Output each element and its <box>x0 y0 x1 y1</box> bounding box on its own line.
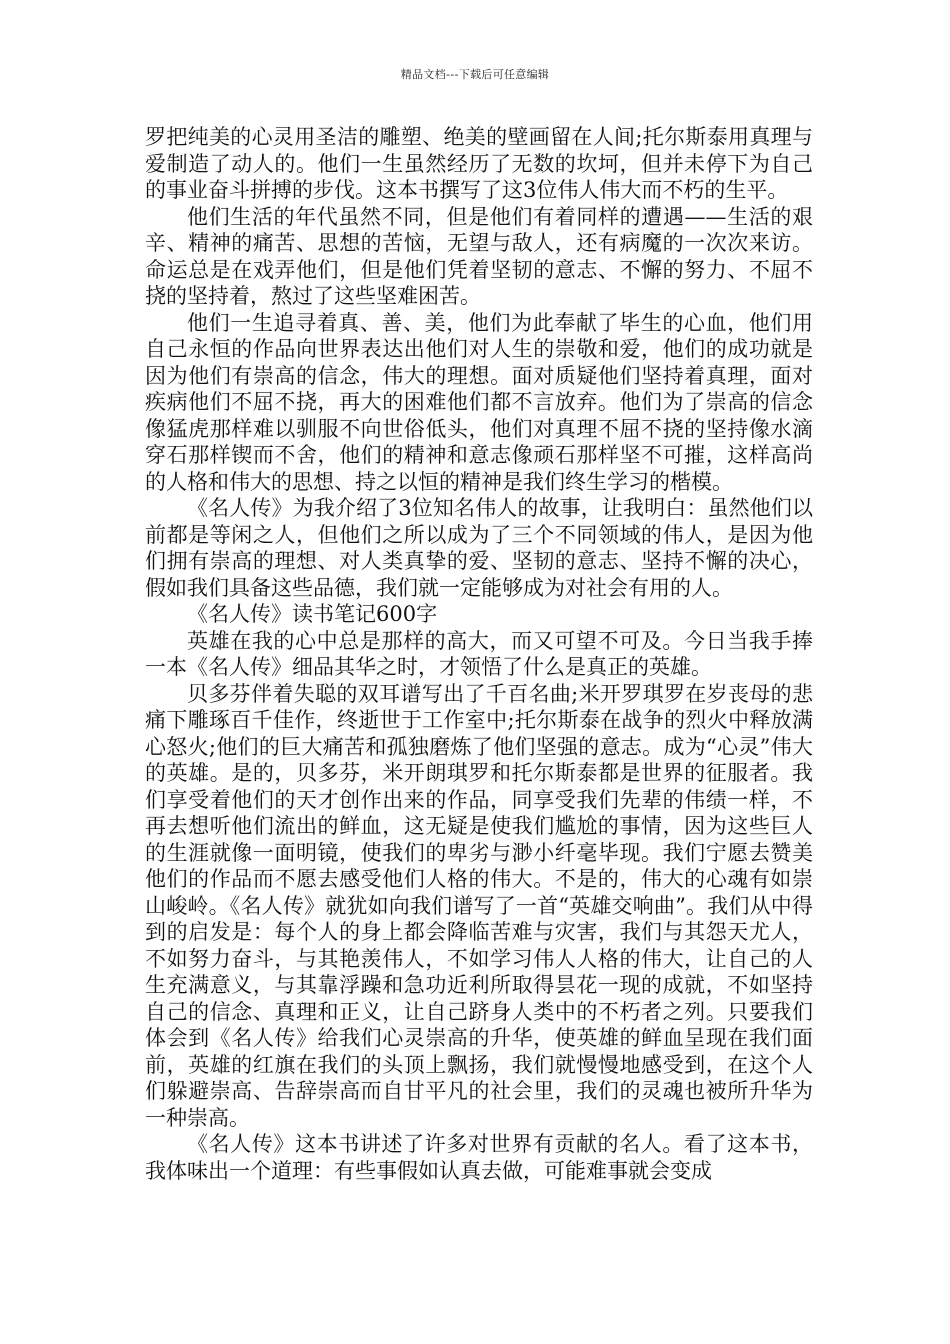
paragraph: 《名人传》为我介绍了3位知名伟人的故事，让我明白：虽然他们以前都是等闲之人，但他们之所以成为了三个不同领域的伟人，是因为他们拥有崇高的理想、对人类真挚的爱、坚韧的意志、坚持不懈的决心，假如我们具备这些品德，我们就一定能够成为对社会有用的人。 <box>145 496 813 600</box>
paragraph: 英雄在我的心中总是那样的高大，而又可望不可及。今日当我手捧一本《名人传》细品其华之时，才领悟了什么是真正的英雄。 <box>145 628 813 679</box>
paragraph: 他们生活的年代虽然不同，但是他们有着同样的遭遇——生活的艰辛、精神的痛苦、思想的苦恼，无望与敌人，还有病魔的一次次来访。命运总是在戏弄他们，但是他们凭着坚韧的意志、不懈的努力、不屈不挠的坚持着，熬过了这些坚难困苦。 <box>145 204 813 308</box>
page-header: 精品文档---下载后可任意编辑 <box>400 68 550 81</box>
section-heading: 《名人传》读书笔记600字 <box>187 602 438 626</box>
paragraph: 贝多芬伴着失聪的双耳谱写出了千百名曲;米开罗琪罗在岁丧母的悲痛下雕琢百千佳作，终逝世于工作室中;托尔斯泰在战争的烈火中释放满心怒火;他们的巨大痛苦和孤独磨炼了他们坚强的意志。成为“心灵”伟大的英雄。是的，贝多芬，米开朗琪罗和托尔斯泰都是世界的征服者。我们享受着他们的天才创作出来的作品，同享受我们先辈的伟绩一样，不再去想听他们流出的鲜血，这无疑是使我们尴尬的事情，因为这些巨人的生涯就像一面明镜，使我们的卑劣与渺小纤毫毕现。我们宁愿去赞美他们的作品而不愿去感受他们人格的伟大。不是的，伟大的心魂有如崇山峻岭。《名人传》就犹如向我们谱写了一首“英雄交响曲”。我们从中得到的启发是：每个人的身上都会降临苦难与灾害，我们与其怨天尤人，不如努力奋斗，与其艳羡伟人，不如学习伟人人格的伟大，让自己的人生充满意义，与其靠浮躁和急功近利所取得昙花一现的成就，不如坚持自己的信念、真理和正义，让自己跻身人类中的不朽者之列。只要我们体会到《名人传》给我们心灵崇高的升华，使英雄的鲜血呈现在我们面前，英雄的红旗在我们的头顶上飘扬，我们就慢慢地感受到，在这个人们躲避崇高、告辞崇高而自甘平凡的社会里，我们的灵魂也被所升华为一种崇高。 <box>145 681 813 1130</box>
paragraph: 他们一生追寻着真、善、美，他们为此奉献了毕生的心血，他们用自己永恒的作品向世界表达出他们对人生的崇敬和爱，他们的成功就是因为他们有崇高的信念，伟大的理想。面对质疑他们坚持着真理，面对疾病他们不屈不挠，再大的困难他们都不言放弃。他们为了崇高的信念像猛虎那样难以驯服不向世俗低头，他们对真理不屈不挠的坚持像水滴穿石那样锲而不舍，他们的精神和意志像顽石那样坚不可摧，这样高尚的人格和伟大的思想、持之以恒的精神是我们终生学习的楷模。 <box>145 310 813 494</box>
paragraph-continued: 罗把纯美的心灵用圣洁的雕塑、绝美的壁画留在人间;托尔斯泰用真理与爱制造了动人的。他们一生虽然经历了无数的坎坷，但并未停下为自己的事业奋斗拼搏的步伐。这本书撰写了这3位伟人伟大而不朽的生平。 <box>145 125 813 202</box>
document-body <box>145 124 813 1184</box>
paragraph: 《名人传》这本书讲述了许多对世界有贡献的名人。看了这本书，我体味出一个道理：有些事假如认真去做，可能难事就会变成 <box>145 1132 813 1183</box>
